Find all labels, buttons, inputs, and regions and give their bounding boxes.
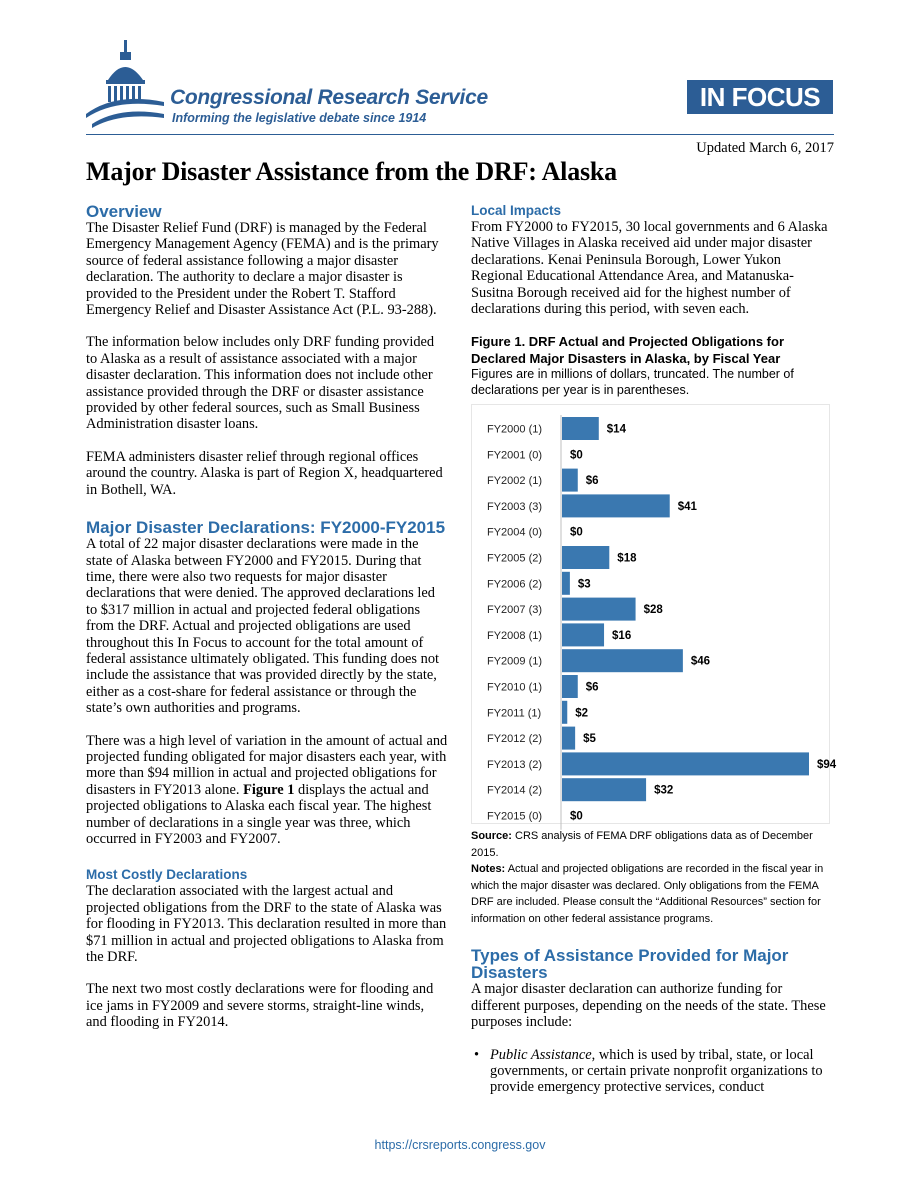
figure-title: Figure 1. DRF Actual and Projected Obligations for Declared Major Disasters in Alaska, by Fiscal Year [471, 334, 784, 367]
data-label: $16 [612, 630, 632, 643]
declarations-paragraph-1: A total of 22 major disaster declarations were made in the state of Alaska between FY2000 and FY2015. During that time, there were also two requests for major disaster declarations that were denied. The approved declarations led to $317 million in actual and projected federal obligations from the DRF. Actual and projected obligations are used throughout this In Focus to account for the total amount of federal assistance ultimately obligated. This funding does not include the assistance that was provided directly by the state, either as a cost-share for federal assistance or through the state’s own authorities and programs. [86, 536, 440, 717]
declarations-heading: Major Disaster Declarations: FY2000-FY2015 [86, 518, 446, 538]
category-label: FY2011 (1) [487, 707, 542, 720]
declarations-text-b: displays the actual and projected obligations to Alaska each fiscal year. The highest number of declarations in a single year was three, which occurred in FY2003 and FY2007. [86, 781, 432, 847]
bullet-term: Public Assistance [490, 1046, 592, 1063]
bullet-text: , which is used by tribal, state, or local governments, or certain private nonprofit organizations to provide emergency protective services, conduct [490, 1046, 823, 1096]
notes-text: Actual and projected obligations are recorded in the fiscal year in which the major disaster was declared. Only obligations from the FEMA DRF are included. Please consult the “Additional Resources” section for information on other federal assistance programs. [471, 863, 824, 925]
bar [562, 546, 609, 569]
org-tagline: Informing the legislative debate since 1914 [172, 111, 427, 125]
category-label: FY2000 (1) [487, 423, 543, 436]
capitol-dome-icon [86, 40, 166, 130]
bar [562, 598, 636, 621]
bar [562, 753, 809, 776]
category-label: FY2006 (2) [487, 578, 543, 591]
category-label: FY2009 (1) [487, 656, 543, 669]
assistance-list [471, 1047, 834, 1096]
category-label: FY2008 (1) [487, 630, 543, 643]
bar [562, 469, 578, 492]
figure-1-reference[interactable]: Figure 1 [243, 781, 295, 798]
left-column [86, 203, 448, 1031]
bar [562, 650, 683, 673]
in-focus-badge: IN FOCUS [687, 80, 833, 114]
data-label: $28 [643, 604, 663, 617]
overview-heading: Overview [86, 202, 162, 221]
declarations-text-a: There was a high level of variation in the amount of actual and projected funding obligated for major disasters each year, with more than $94 million in actual and projected obligations for disasters in FY2013 alone. [86, 732, 448, 798]
data-label: $14 [606, 423, 626, 436]
bar [562, 417, 599, 440]
local-impacts-heading: Local Impacts [471, 203, 562, 218]
figure-notes [471, 861, 834, 927]
category-label: FY2013 (2) [487, 759, 543, 772]
category-label: FY2010 (1) [487, 681, 543, 694]
bar-chart [471, 404, 837, 824]
costly-heading: Most Costly Declarations [86, 867, 248, 883]
category-label: FY2002 (1) [487, 475, 543, 488]
category-label: FY2001 (0) [487, 449, 543, 462]
local-impacts-paragraph: From FY2000 to FY2015, 30 local governments and 6 Alaska Native Villages in Alaska received aid under major disaster declarations. Kenai Peninsula Borough, Lower Yukon Regional Educational Attendance Area, and Matanuska-Susitna Borough received aid for the highest number of declarations during this period, with seven each. [471, 219, 828, 318]
figure-subtitle: Figures are in millions of dollars, truncated. The number of declarations per year is in parentheses. [471, 367, 794, 397]
bar [562, 624, 604, 647]
bar [562, 572, 570, 595]
category-label: FY2005 (2) [487, 552, 543, 565]
data-label: $6 [585, 681, 599, 694]
data-label: $0 [570, 527, 583, 540]
types-paragraph: A major disaster declaration can authorize funding for different purposes, depending on the needs of the state. These purposes include: [471, 981, 826, 1031]
costly-paragraph-1: The declaration associated with the largest actual and projected obligations from the DRF to the state of Alaska was for flooding in FY2013. This declaration resulted in more than $71 million in actual and projected obligations to Alaska from the DRF. [86, 883, 447, 966]
data-label: $3 [577, 578, 591, 591]
org-name: Congressional Research Service [170, 86, 488, 109]
costly-paragraph-2: The next two most costly declarations were for flooding and ice jams in FY2009 and severe storms, straight-line winds, and flooding in FY2014. [86, 981, 434, 1031]
category-label: FY2004 (0) [487, 527, 543, 540]
declarations-paragraph-2 [86, 733, 448, 848]
bar [562, 727, 575, 750]
bar [562, 495, 670, 518]
bar [562, 701, 567, 724]
data-label: $2 [575, 707, 589, 720]
data-label: $32 [654, 785, 674, 798]
bar [562, 675, 578, 698]
overview-paragraph-2: The information below includes only DRF funding provided to Alaska as a result of assistance associated with a major disaster declaration. This information does not include other assistance provided through the DRF or disaster assistance provided by other federal sources, such as Small Business Administration disaster loans. [86, 334, 435, 433]
data-label: $18 [617, 552, 637, 565]
category-label: FY2014 (2) [487, 785, 543, 798]
bar-chart-svg [472, 405, 837, 825]
types-heading: Types of Assistance Provided for Major Disasters [471, 946, 789, 983]
category-label: FY2015 (0) [487, 810, 543, 823]
overview-paragraph-3: FEMA administers disaster relief through regional offices around the country. Alaska is part of Region X, headquartered in Bothell, WA. [86, 448, 443, 498]
bar [562, 779, 646, 802]
overview-paragraph-1: The Disaster Relief Fund (DRF) is managed by the Federal Emergency Management Agency (FEMA) and is the primary source of federal assistance following a major disaster declaration. The authority to declare a major disaster is provided to the President under the Robert T. Stafford Emergency Relief and Disaster Assistance Act (P.L. 93-288). [86, 220, 439, 319]
source-text: CRS analysis of FEMA DRF obligations data as of December 2015. [471, 830, 813, 859]
footer-url[interactable]: https://crsreports.congress.gov [374, 1138, 546, 1152]
data-label: $94 [817, 759, 837, 772]
source-label: Source: [471, 830, 512, 843]
data-label: $6 [585, 475, 599, 488]
figure-source [471, 828, 834, 861]
data-label: $41 [677, 501, 697, 514]
crs-logo [86, 40, 486, 130]
category-label: FY2012 (2) [487, 733, 543, 746]
updated-date: Updated March 6, 2017 [696, 140, 834, 156]
data-label: $5 [583, 733, 596, 746]
right-column [471, 203, 837, 1096]
list-item [471, 1047, 834, 1096]
category-label: FY2003 (3) [487, 501, 543, 514]
data-label: $0 [570, 449, 583, 462]
data-label: $46 [690, 656, 711, 669]
data-label: $0 [570, 810, 583, 823]
page-title: Major Disaster Assistance from the DRF: Alaska [86, 157, 617, 186]
category-label: FY2007 (3) [487, 604, 543, 617]
notes-label: Notes: [471, 863, 506, 876]
header-rule [86, 134, 834, 135]
